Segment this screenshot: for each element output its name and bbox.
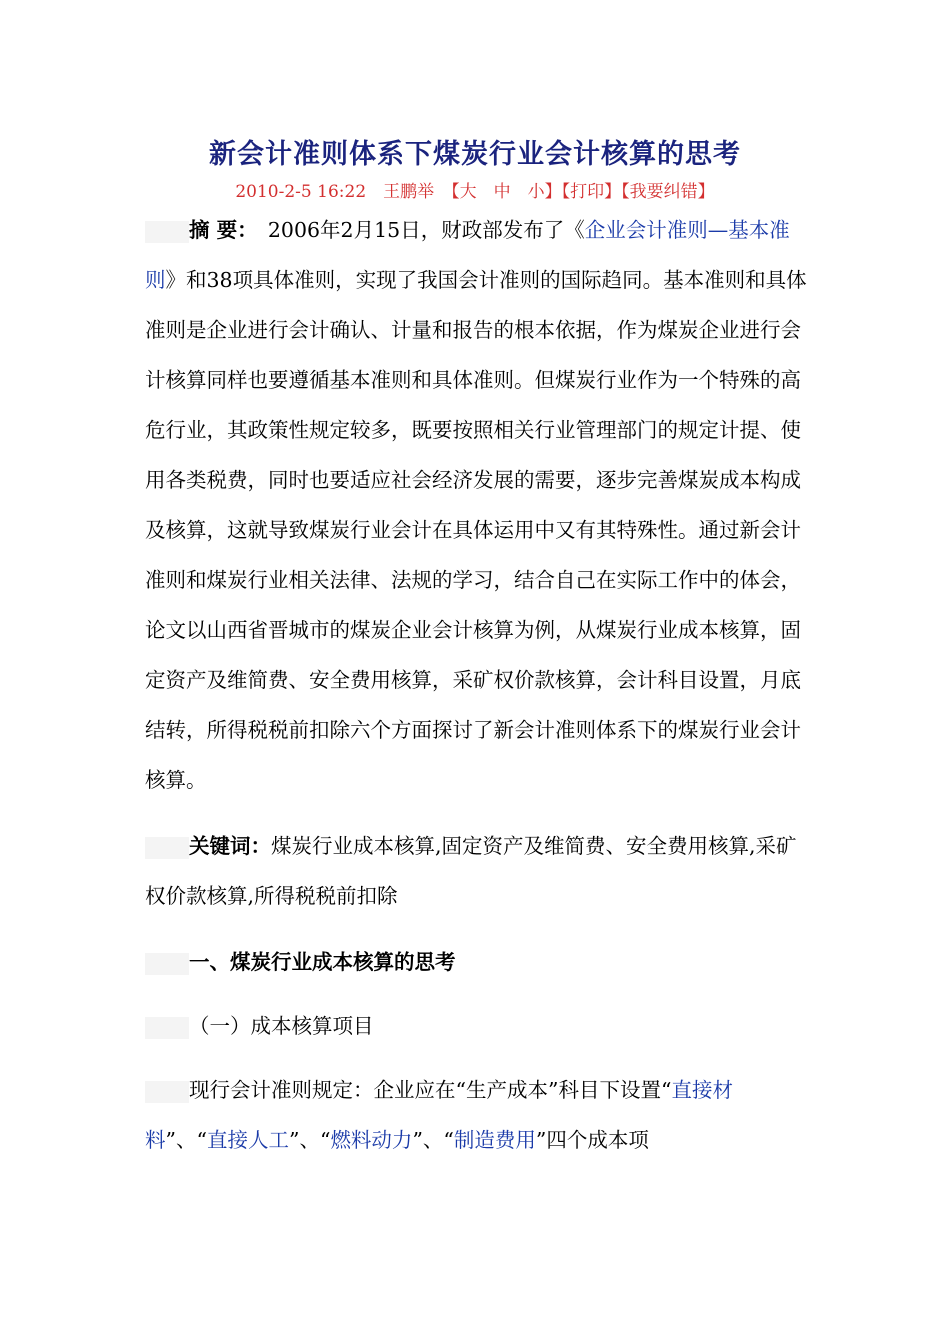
article-meta	[0, 177, 950, 202]
article-title: 新会计准则体系下煤炭行业会计核算的思考	[209, 139, 741, 170]
direct-labor-link[interactable]: 直接人工	[206, 1128, 289, 1152]
abstract-label: 摘 要：	[189, 218, 248, 242]
basic-standard-link[interactable]: 企业会计准则—基本准则	[145, 218, 790, 292]
abstract-paragraph: 摘 要： 2006年2月15日，财政部发布了《企业会计准则—基本准则》和38项具体准则，实现了我国会计准则的国际趋同。基本准则和具体准则是企业进行会计确认、计量和报告的根本依据，作为煤炭企业进行会计核算同样也要遵循基本准则和具体准则。但煤炭行业作为一个特殊的高危行业，其政策性规定较多，既要按照相关行业管理部门的规定计提、使用各类税费，同时也要适应社会经济发展的需要，逐步完善煤炭成本构成及核算，这就导致煤炭行业会计在具体运用中又有其特殊性。通过新会计准则和煤炭行业相关法律、法规的学习，结合自己在实际工作中的体会，论文以山西省晋城市的煤炭企业会计核算为例，从煤炭行业成本核算，固定资产及维简费、安全费用核算，采矿权价款核算，会计科目设置，月底结转，所得税税前扣除六个方面探讨了新会计准则体系下的煤炭行业会计核算。	[145, 218, 807, 792]
manufacturing-overhead-link[interactable]: 制造费用	[453, 1128, 536, 1152]
report-error-link[interactable]: 【我要纠错】	[621, 182, 715, 202]
keywords-label: 关键词：	[189, 834, 271, 858]
direct-materials-link[interactable]: 直接材料	[145, 1078, 733, 1152]
keywords-text: 煤炭行业成本核算,固定资产及维简费、安全费用核算,采矿权价款核算,所得税税前扣除	[145, 834, 797, 908]
subsection-heading: （一）成本核算项目	[145, 1001, 810, 1051]
article-body	[145, 205, 810, 1165]
font-size-links[interactable]: 【大 中 小】	[451, 182, 562, 202]
body-paragraph: 现行会计准则规定：企业应在“生产成本”科目下设置“直接材料”、“直接人工”、“燃料动力”、“制造费用”四个成本项	[145, 1078, 733, 1152]
fuel-power-link[interactable]: 燃料动力	[330, 1128, 413, 1152]
section-heading: 一、煤炭行业成本核算的思考	[145, 937, 810, 987]
print-link[interactable]: 【打印】	[561, 182, 622, 202]
keywords-paragraph	[145, 821, 810, 921]
author: 王鹏举	[383, 182, 435, 202]
publish-date: 2010-2-5 16:22	[235, 182, 367, 202]
